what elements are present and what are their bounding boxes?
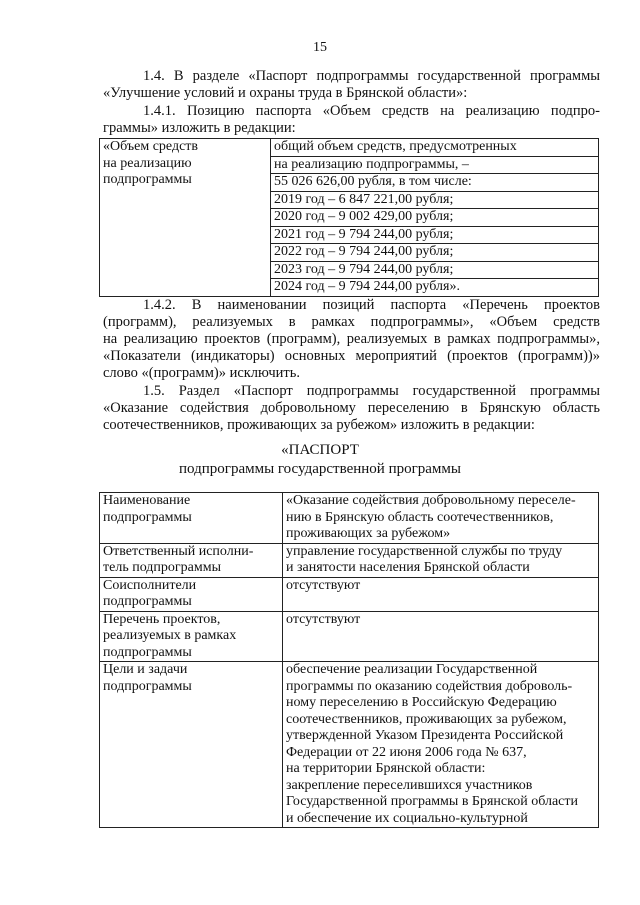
- sec-1-5-line2: «Оказание содействия добровольному переселению в Брянскую область: [103, 400, 600, 416]
- funding-label-line: на реализацию: [103, 155, 192, 171]
- passport-row-name: [100, 493, 599, 544]
- label-line: реализуемых в рамках: [103, 628, 237, 643]
- passport-row-projects: [100, 611, 599, 662]
- label-line: подпрограммы: [103, 594, 192, 609]
- funding-row: 2019 год – 6 847 221,00 рубля;: [271, 191, 599, 209]
- label-line: Цели и задачи: [103, 662, 188, 677]
- value-line: ному переселению в Российскую Федерацию: [286, 695, 557, 710]
- value-line: управление государственной службы по труду: [286, 543, 563, 559]
- funding-row: 2022 год – 9 794 244,00 рубля;: [271, 244, 599, 262]
- sec-1-4-2-line5: слово «(программ)» исключить.: [103, 365, 300, 381]
- sec-1-4-line2: «Улучшение условий и охраны труда в Брянской области»:: [103, 85, 468, 101]
- sec-1-4-2-line3: на реализацию проектов (программ), реализуемых в рамках подпрограммы»,: [103, 331, 600, 347]
- funding-row: 2020 год – 9 002 429,00 рубля;: [271, 209, 599, 227]
- passport-row-coexecutors: [100, 577, 599, 611]
- sec-1-4-1-line2: граммы» изложить в редакции:: [103, 120, 296, 136]
- sec-1-4-1-line1: 1.4.1. Позицию паспорта «Объем средств на реализацию подпро-: [143, 103, 600, 119]
- passport-table: [99, 492, 599, 828]
- value-line: отсутствуют: [286, 611, 361, 627]
- funding-label-cell: [100, 139, 271, 297]
- value-line: соотечественников, проживающих за рубежом,: [286, 711, 567, 727]
- passport-value: [283, 493, 599, 544]
- label-line: Соисполнители: [103, 577, 197, 593]
- passport-subtitle: подпрограммы государственной программы: [179, 461, 461, 477]
- funding-row: 2021 год – 9 794 244,00 рубля;: [271, 226, 599, 244]
- passport-value: [283, 577, 599, 611]
- funding-label-line: подпрограммы: [103, 172, 192, 187]
- sec-1-4-line1: 1.4. В разделе «Паспорт подпрограммы государственной программы: [143, 68, 600, 84]
- funding-row: на реализацию подпрограммы, –: [271, 156, 599, 174]
- value-line: Государственной программы в Брянской области: [286, 794, 578, 809]
- funding-row: 2023 год – 9 794 244,00 рубля;: [271, 261, 599, 279]
- passport-row-goals: [100, 662, 599, 828]
- sec-1-5-line3: соотечественников, проживающих за рубежом» изложить в редакции:: [103, 417, 535, 433]
- funding-row: 2024 год – 9 794 244,00 рубля».: [271, 279, 599, 297]
- passport-value: [283, 662, 599, 828]
- label-line: подпрограммы: [103, 678, 192, 694]
- value-line: утвержденной Указом Президента Российской: [286, 728, 564, 743]
- passport-row-executor: [100, 543, 599, 577]
- value-line: на территории Брянской области:: [286, 761, 486, 776]
- label-line: подпрограммы: [103, 509, 192, 525]
- label-line: Ответственный исполни-: [103, 543, 254, 559]
- sec-1-4-2-line4: «Показатели (индикаторы) основных мероприятий (проектов (программ))»: [103, 348, 600, 364]
- value-line: «Оказание содействия добровольному переселе-: [286, 493, 576, 508]
- passport-label: [100, 662, 283, 828]
- label-line: Перечень проектов,: [103, 611, 221, 627]
- label-line: подпрограммы: [103, 644, 192, 660]
- passport-label: [100, 577, 283, 611]
- value-line: проживающих за рубежом»: [286, 526, 451, 541]
- value-line: и занятости населения Брянской области: [286, 560, 530, 575]
- funding-label-line: «Объем средств: [103, 139, 199, 154]
- passport-value: [283, 543, 599, 577]
- passport-label: [100, 543, 283, 577]
- value-line: закрепление переселившихся участников: [286, 777, 533, 793]
- funding-table: [99, 138, 599, 297]
- passport-value: [283, 611, 599, 662]
- label-line: Наименование: [103, 493, 191, 508]
- passport-label: [100, 493, 283, 544]
- value-line: и обеспечение их социально-культурной: [286, 810, 528, 826]
- passport-title: «ПАСПОРТ: [281, 442, 359, 458]
- passport-label: [100, 611, 283, 662]
- sec-1-5-line1: 1.5. Раздел «Паспорт подпрограммы государственной программы: [143, 383, 600, 399]
- sec-1-4-2-line2: (программ), реализуемых в рамках подпрограммы», «Объем средств: [103, 314, 600, 330]
- funding-row: общий объем средств, предусмотренных: [271, 139, 599, 157]
- sec-1-4-2-line1: 1.4.2. В наименовании позиций паспорта «Перечень проектов: [143, 297, 600, 313]
- value-line: обеспечение реализации Государственной: [286, 662, 538, 677]
- funding-row: 55 026 626,00 рубля, в том числе:: [271, 174, 599, 192]
- page-number: 15: [313, 40, 327, 55]
- value-line: нию в Брянскую область соотечественников,: [286, 509, 554, 525]
- label-line: тель подпрограммы: [103, 560, 221, 575]
- value-line: программы по оказанию содействия доброволь-: [286, 678, 573, 694]
- value-line: отсутствуют: [286, 577, 361, 593]
- value-line: Федерации от 22 июня 2006 года № 637,: [286, 744, 527, 760]
